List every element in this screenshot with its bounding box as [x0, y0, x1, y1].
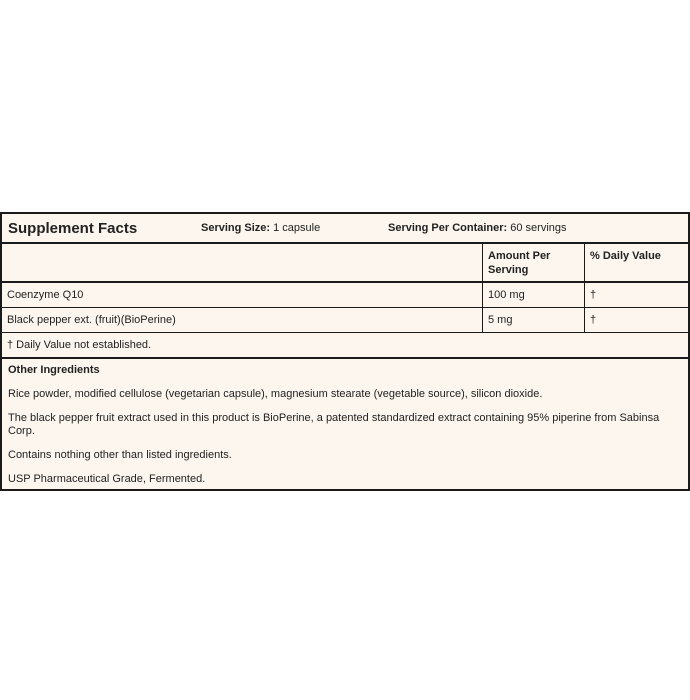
ingredients-paragraph: Contains nothing other than listed ingredients. [8, 449, 232, 461]
serving-size-label: Serving Size: [201, 222, 271, 234]
ingredients-paragraph: Rice powder, modified cellulose (vegetarian capsule), magnesium stearate (vegetable source), silicon dioxide. [8, 388, 543, 400]
servings-per-container-label: Serving Per Container: [388, 222, 508, 234]
ingredients-paragraph: USP Pharmaceutical Grade, Fermented. [8, 473, 206, 485]
servings-per-container [388, 222, 567, 234]
ingredients-paragraph: The black pepper fruit extract used in this product is BioPerine, a patented standardized extract containing 95% piperine from Sabinsa Corp. [8, 412, 660, 437]
daily-value-footnote: † Daily Value not established. [7, 339, 152, 351]
servings-per-container-value: 60 servings [507, 222, 567, 234]
table-row [2, 283, 688, 308]
serving-size [201, 222, 388, 234]
ingredient-daily-value: † [584, 283, 688, 307]
ingredient-amount: 5 mg [482, 308, 584, 332]
ingredient-name: Coenzyme Q10 [7, 289, 84, 301]
ingredient-daily-value: † [584, 308, 688, 332]
column-header-daily-value: % Daily Value [584, 244, 688, 281]
ingredient-name: Black pepper ext. (fruit)(BioPerine) [7, 314, 176, 326]
facts-title: Supplement Facts [8, 219, 138, 237]
ingredient-amount: 100 mg [482, 283, 584, 307]
other-ingredients-title: Other Ingredients [8, 364, 100, 376]
supplement-facts-panel [0, 212, 690, 491]
facts-header [2, 214, 688, 244]
serving-size-value: 1 capsule [270, 222, 321, 234]
footnote-row [2, 333, 688, 359]
table-row [2, 308, 688, 333]
column-header-name [2, 244, 482, 281]
column-header-amount: Amount Per Serving [482, 244, 584, 281]
table-header-row [2, 244, 688, 283]
other-ingredients-section [2, 359, 688, 489]
